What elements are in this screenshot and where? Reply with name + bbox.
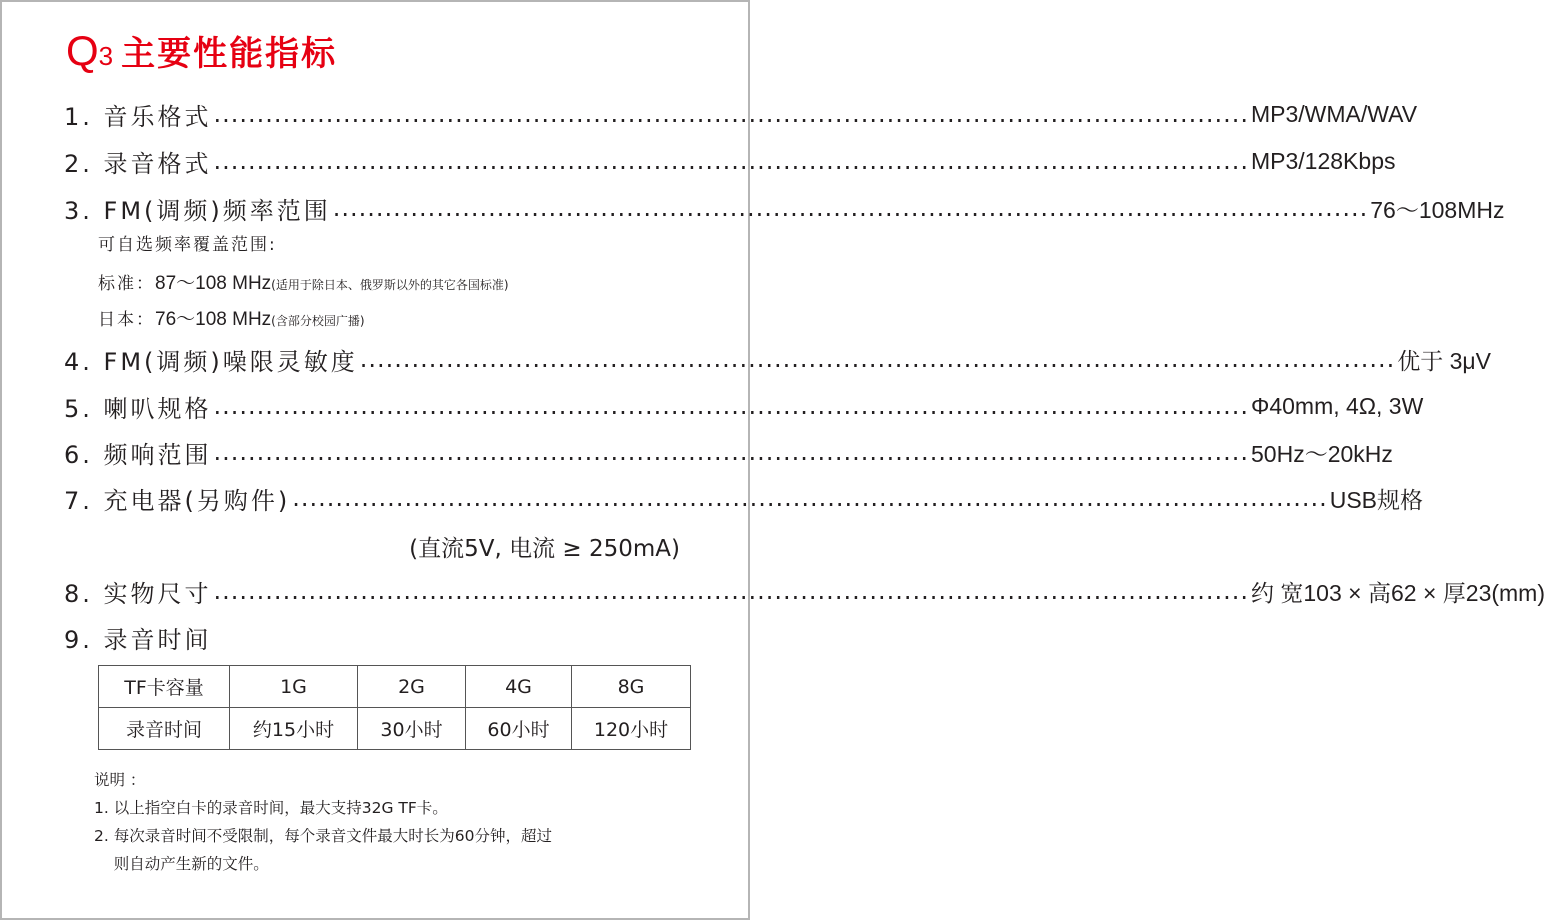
dot-leader: ........................................................................................................................	[213, 438, 1249, 466]
spec-value: 优于 3μV	[1397, 347, 1492, 374]
spec-label: 7. 充电器(另购件)	[64, 486, 291, 515]
spec-label: 1. 音乐格式	[64, 102, 212, 131]
spec-value: MP3/WMA/WAV	[1251, 100, 1418, 127]
note-item: 2. 每次录音时间不受限制，每个录音文件最大时长为60分钟，超过	[94, 827, 552, 845]
spec-label: 8. 实物尺寸	[64, 579, 212, 608]
spec-item	[64, 143, 1396, 179]
table-header-row	[99, 666, 691, 708]
spec-item	[64, 434, 1393, 470]
fm-standard-value: 87～108 MHz	[155, 273, 272, 294]
dot-leader: ........................................................................................................................	[213, 100, 1249, 128]
spec-value: 76～108MHz	[1370, 196, 1505, 223]
spec-value: Φ40mm, 4Ω, 3W	[1251, 392, 1424, 419]
spec-item	[64, 96, 1418, 132]
spec-value: MP3/128Kbps	[1251, 147, 1396, 174]
spec-value: 约 宽103 × 高62 × 厚23(mm)	[1251, 579, 1545, 606]
title-q: Q	[66, 27, 99, 74]
spec-item	[64, 341, 1492, 377]
table-cell: 60小时	[466, 708, 572, 750]
dot-leader: ........................................................................................................................	[213, 577, 1249, 605]
spec-label: 9. 录音时间	[64, 625, 212, 654]
spec-label: 2. 录音格式	[64, 149, 212, 178]
spec-item	[64, 619, 680, 655]
spec-label: 4. FM(调频)噪限灵敏度	[64, 347, 358, 376]
spec-item	[64, 573, 1545, 609]
note-item: 1. 以上指空白卡的录音时间，最大支持32G TF卡。	[94, 799, 448, 817]
charger-detail: (直流5V, 电流 ≥ 250mA)	[409, 536, 680, 562]
recording-time-table	[98, 665, 691, 750]
table-cell: 120小时	[572, 708, 691, 750]
spec-label: 3. FM(调频)频率范围	[64, 196, 331, 225]
dot-leader: ........................................................................................................................	[292, 484, 1328, 512]
table-row	[99, 708, 691, 750]
dot-leader: ........................................................................................................................	[359, 345, 1396, 373]
note-item: 则自动产生新的文件。	[94, 855, 269, 873]
fm-japan-value: 76～108 MHz	[155, 309, 272, 330]
spec-value: USB规格	[1329, 486, 1424, 513]
spec-item	[64, 480, 1424, 516]
notes	[94, 766, 552, 878]
page-title	[66, 26, 337, 76]
table-cell: 录音时间	[99, 708, 230, 750]
spec-label: 6. 频响范围	[64, 440, 212, 469]
fm-sub-heading: 可自选频率覆盖范围:	[98, 235, 277, 255]
spec-item	[64, 388, 1424, 424]
fm-japan-note: (含部分校园广播)	[271, 314, 365, 328]
fm-japan	[98, 304, 365, 331]
fm-standard-note: (适用于除日本、俄罗斯以外的其它各国标准)	[271, 278, 509, 292]
fm-standard-label: 标准：	[98, 274, 155, 294]
dot-leader: ........................................................................................................................	[213, 392, 1249, 420]
table-cell: 4G	[466, 666, 572, 708]
table-cell: TF卡容量	[99, 666, 230, 708]
fm-standard	[98, 268, 509, 295]
table-cell: 1G	[230, 666, 358, 708]
spec-value: 50Hz～20kHz	[1251, 440, 1393, 467]
table-cell: 30小时	[358, 708, 466, 750]
title-text: 主要性能指标	[121, 34, 338, 74]
notes-heading: 说明 ：	[94, 771, 146, 789]
title-number: 3	[98, 41, 114, 71]
fm-japan-label: 日本：	[98, 310, 155, 330]
table-cell: 8G	[572, 666, 691, 708]
dot-leader: ........................................................................................................................	[332, 194, 1369, 222]
spec-item	[64, 190, 1505, 226]
dot-leader: ........................................................................................................................	[213, 147, 1249, 175]
spec-label: 5. 喇叭规格	[64, 394, 212, 423]
table-cell: 约15小时	[230, 708, 358, 750]
table-cell: 2G	[358, 666, 466, 708]
